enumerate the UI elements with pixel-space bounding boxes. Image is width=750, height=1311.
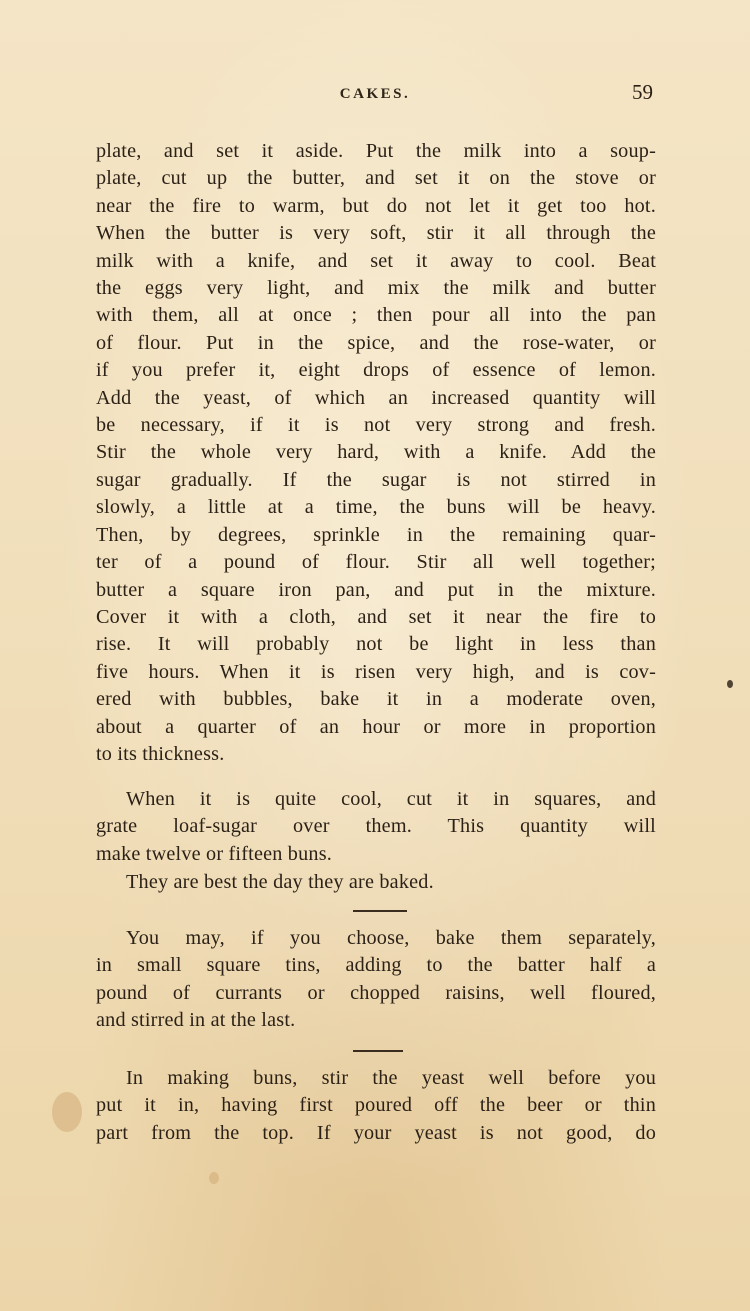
text-line: plate, and set it aside. Put the milk into a soup- — [96, 140, 656, 162]
running-head — [95, 80, 655, 110]
text-line: When the butter is very soft, stir it all through the — [96, 222, 656, 245]
text-line: ered with bubbles, bake it in a moderate oven, — [96, 688, 656, 711]
text-line: put it in, having first poured off the beer or thin — [96, 1094, 656, 1117]
paragraph-5 — [96, 1065, 656, 1147]
text-line: plate, cut up the butter, and set it on the stove or — [96, 167, 656, 190]
paragraph-3 — [96, 869, 656, 896]
paragraph-1 — [96, 138, 656, 768]
text-line: be necessary, if it is not very strong and fresh. — [96, 414, 656, 437]
text-line: grate loaf-sugar over them. This quantity will — [96, 815, 656, 838]
paragraph-2 — [96, 786, 656, 868]
text-line: of flour. Put in the spice, and the rose-water, or — [96, 331, 656, 354]
paper-stain — [209, 1172, 219, 1184]
text-line: slowly, a little at a time, the buns will be heavy. — [96, 496, 656, 519]
text-line: five hours. When it is risen very high, and is cov- — [96, 660, 656, 683]
text-line: the eggs very light, and mix the milk and butter — [96, 277, 656, 300]
text-line: ter of a pound of flour. Stir all well together; — [96, 551, 656, 574]
paragraph-4 — [96, 925, 656, 1035]
text-line: They are best the day they are baked. — [126, 871, 434, 893]
section-divider — [353, 1050, 403, 1052]
paper-stain — [727, 680, 733, 688]
text-line: and stirred in at the last. — [96, 1009, 296, 1032]
text-line: make twelve or fifteen buns. — [96, 842, 332, 865]
text-line: rise. It will probably not be light in less than — [96, 633, 656, 656]
text-line: butter a square iron pan, and put in the mixture. — [96, 578, 656, 601]
text-line: Then, by degrees, sprinkle in the remaining quar- — [96, 523, 656, 546]
section-title: CAKES. — [339, 86, 411, 102]
text-line: near the fire to warm, but do not let it get too hot. — [96, 194, 656, 217]
page-number: 59 — [632, 80, 653, 104]
text-line: Cover it with a cloth, and set it near the fire to — [96, 605, 656, 628]
text-line: You may, if you choose, bake them separately, — [126, 927, 656, 949]
text-line: to its thickness. — [96, 742, 225, 765]
text-line: with them, all at once ; then pour all into the pan — [96, 304, 656, 327]
text-line: In making buns, stir the yeast well before you — [126, 1067, 656, 1089]
paper-stain — [52, 1092, 82, 1132]
text-line: about a quarter of an hour or more in proportion — [96, 715, 656, 738]
text-line: When it is quite cool, cut it in squares, and — [126, 788, 656, 810]
text-line: Add the yeast, of which an increased quantity will — [96, 386, 656, 409]
text-line: in small square tins, adding to the batter half a — [96, 954, 656, 977]
text-line: Stir the whole very hard, with a knife. Add the — [96, 441, 656, 464]
text-line: if you prefer it, eight drops of essence of lemon. — [96, 359, 656, 382]
text-line: pound of currants or chopped raisins, well floured, — [96, 981, 656, 1004]
text-line: sugar gradually. If the sugar is not stirred in — [96, 468, 656, 491]
text-line: part from the top. If your yeast is not good, do — [96, 1121, 656, 1144]
text-line: milk with a knife, and set it away to cool. Beat — [96, 249, 656, 272]
section-divider — [353, 910, 407, 912]
